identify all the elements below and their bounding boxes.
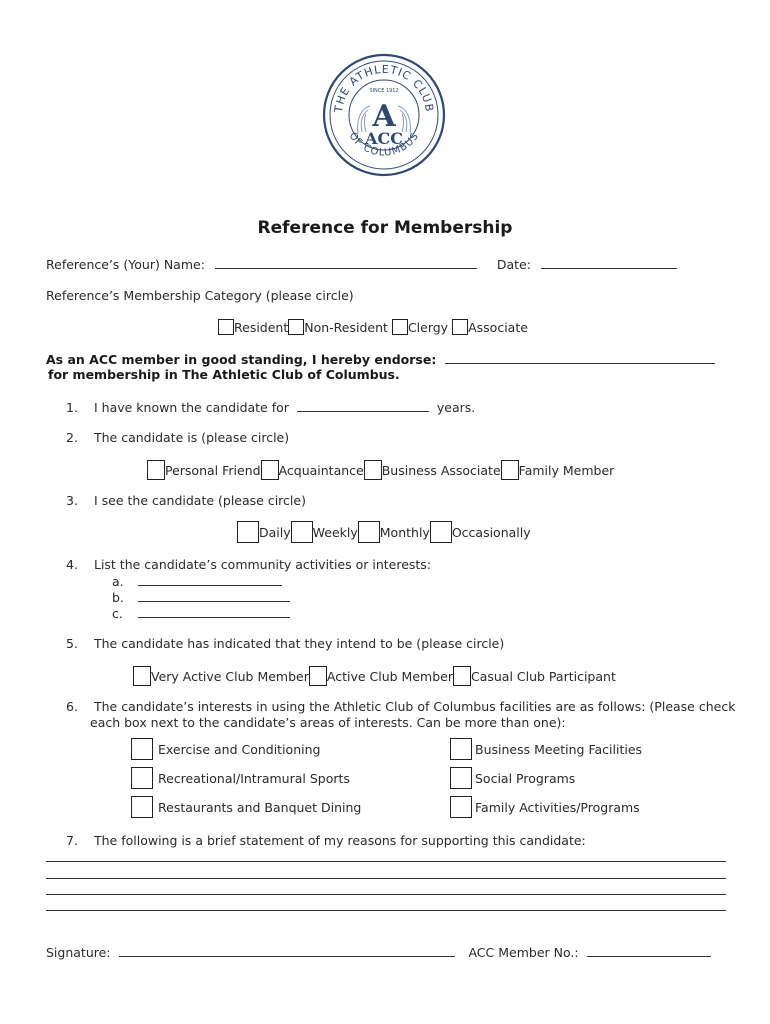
interest-right-1 xyxy=(450,738,642,760)
interest-left-1 xyxy=(131,738,320,760)
activity-item-c xyxy=(112,605,290,621)
category-label: Reference’s Membership Category (please circle) xyxy=(46,288,354,303)
q5-text: The candidate has indicated that they intend to be (please circle) xyxy=(93,636,505,651)
date-label: Date: xyxy=(496,257,531,272)
interest-left-3 xyxy=(131,796,361,818)
activity-item-a xyxy=(112,573,282,589)
interest-checkbox-restaurants[interactable] xyxy=(131,796,153,818)
statement-line-3[interactable] xyxy=(46,894,726,895)
interest-right-3 xyxy=(450,796,640,818)
endorse-row xyxy=(46,351,715,367)
interest-checkbox-recreational[interactable] xyxy=(131,767,153,789)
logo-initials: ACC xyxy=(365,129,403,148)
acc-logo xyxy=(322,48,446,182)
intent-checkbox-very-active[interactable] xyxy=(133,666,151,686)
category-checkbox-non-resident[interactable] xyxy=(288,319,304,335)
statement-line-1[interactable] xyxy=(46,861,726,862)
reference-name-field[interactable] xyxy=(215,256,477,269)
intent-checkbox-active[interactable] xyxy=(309,666,327,686)
relationship-checkbox-personal-friend[interactable] xyxy=(147,460,165,480)
q2-text: The candidate is (please circle) xyxy=(93,430,290,445)
years-known-field[interactable] xyxy=(297,399,429,412)
interest-right-2 xyxy=(450,767,575,789)
reference-name-label: Reference’s (Your) Name: xyxy=(46,257,205,272)
category-checkbox-associate[interactable] xyxy=(452,319,468,335)
q6-number: 6. xyxy=(66,699,78,714)
member-no-label: ACC Member No.: xyxy=(468,945,579,960)
interest-label-business-meeting: Business Meeting Facilities xyxy=(475,741,643,757)
relationship-label-family-member: Family Member xyxy=(518,462,615,478)
signature-label: Signature: xyxy=(46,945,111,960)
date-field[interactable] xyxy=(541,256,677,269)
logo-since-text: SINCE 1912 xyxy=(369,88,399,94)
relationship-options xyxy=(147,460,614,480)
activity-letter-b: b. xyxy=(112,590,124,605)
category-label-associate: Associate xyxy=(468,319,528,335)
intent-label-very-active: Very Active Club Member xyxy=(151,668,309,684)
q1-years-text: years. xyxy=(436,400,476,415)
q4-number: 4. xyxy=(66,557,78,572)
reference-name-row xyxy=(46,256,677,272)
interest-label-social: Social Programs xyxy=(475,770,576,786)
question-2 xyxy=(66,430,289,445)
endorse-label: As an ACC member in good standing, I hereby endorse: xyxy=(46,352,437,367)
frequency-checkbox-monthly[interactable] xyxy=(358,521,380,543)
interest-checkbox-family-activities[interactable] xyxy=(450,796,472,818)
q1-text: I have known the candidate for xyxy=(93,400,289,415)
question-5 xyxy=(66,636,504,651)
candidate-name-field[interactable] xyxy=(445,351,715,364)
frequency-label-monthly: Monthly xyxy=(379,524,430,540)
activity-item-b xyxy=(112,589,290,605)
frequency-options xyxy=(237,521,531,543)
activity-field-c[interactable] xyxy=(138,605,290,618)
question-7 xyxy=(66,833,586,848)
logo-bottom-text: OF COLUMBUS xyxy=(346,130,422,159)
intent-options xyxy=(133,666,616,686)
relationship-label-personal-friend: Personal Friend xyxy=(165,462,261,478)
q4-text: List the candidate’s community activities or interests: xyxy=(93,557,432,572)
interest-checkbox-social[interactable] xyxy=(450,767,472,789)
question-6 xyxy=(66,699,735,714)
q6-text: The candidate’s interests in using the Athletic Club of Columbus facilities are as follows: (Please check xyxy=(93,699,736,714)
relationship-checkbox-business-associate[interactable] xyxy=(364,460,382,480)
member-no-field[interactable] xyxy=(587,944,711,957)
activity-letter-c: c. xyxy=(112,606,123,621)
q7-text: The following is a brief statement of my reasons for supporting this candidate: xyxy=(93,833,586,848)
category-label-clergy: Clergy xyxy=(407,319,449,335)
intent-label-active: Active Club Member xyxy=(326,668,453,684)
statement-line-4[interactable] xyxy=(46,910,726,911)
frequency-checkbox-occasionally[interactable] xyxy=(430,521,452,543)
category-options xyxy=(218,319,528,335)
page-title: Reference for Membership xyxy=(257,218,513,238)
interest-label-restaurants: Restaurants and Banquet Dining xyxy=(158,799,362,815)
category-checkbox-clergy[interactable] xyxy=(392,319,408,335)
interest-label-family-activities: Family Activities/Programs xyxy=(475,799,640,815)
interest-label-exercise: Exercise and Conditioning xyxy=(158,741,321,757)
activity-field-b[interactable] xyxy=(138,589,290,602)
interest-left-2 xyxy=(131,767,350,789)
signature-row xyxy=(46,944,711,960)
category-checkbox-resident[interactable] xyxy=(218,319,234,335)
q7-number: 7. xyxy=(66,833,78,848)
q2-number: 2. xyxy=(66,430,78,445)
intent-checkbox-casual[interactable] xyxy=(453,666,471,686)
q6-text-line2: each box next to the candidate’s areas of interests. Can be more than one): xyxy=(90,715,566,730)
signature-field[interactable] xyxy=(119,944,455,957)
frequency-checkbox-daily[interactable] xyxy=(237,521,259,543)
activity-letter-a: a. xyxy=(112,574,124,589)
endorse-line2: for membership in The Athletic Club of Columbus. xyxy=(48,367,400,382)
statement-line-2[interactable] xyxy=(46,878,726,879)
category-label-non-resident: Non-Resident xyxy=(304,319,388,335)
question-4 xyxy=(66,557,431,572)
q3-number: 3. xyxy=(66,493,78,508)
svg-text:A: A xyxy=(372,99,396,134)
relationship-label-acquaintance: Acquaintance xyxy=(278,462,364,478)
intent-label-casual: Casual Club Participant xyxy=(470,668,616,684)
interest-checkbox-business-meeting[interactable] xyxy=(450,738,472,760)
relationship-checkbox-family-member[interactable] xyxy=(501,460,519,480)
question-3 xyxy=(66,493,306,508)
frequency-label-occasionally: Occasionally xyxy=(451,524,531,540)
category-label-resident: Resident xyxy=(234,319,289,335)
relationship-checkbox-acquaintance[interactable] xyxy=(261,460,279,480)
frequency-checkbox-weekly[interactable] xyxy=(291,521,313,543)
q5-number: 5. xyxy=(66,636,78,651)
activity-field-a[interactable] xyxy=(138,573,282,586)
interest-checkbox-exercise[interactable] xyxy=(131,738,153,760)
q1-number: 1. xyxy=(66,400,78,415)
relationship-label-business-associate: Business Associate xyxy=(381,462,501,478)
question-1 xyxy=(66,399,475,415)
interest-label-recreational: Recreational/Intramural Sports xyxy=(158,770,350,786)
frequency-label-weekly: Weekly xyxy=(312,524,358,540)
frequency-label-daily: Daily xyxy=(259,524,291,540)
logo-top-text: THE ATHLETIC CLUB xyxy=(331,62,437,114)
q3-text: I see the candidate (please circle) xyxy=(93,493,306,508)
